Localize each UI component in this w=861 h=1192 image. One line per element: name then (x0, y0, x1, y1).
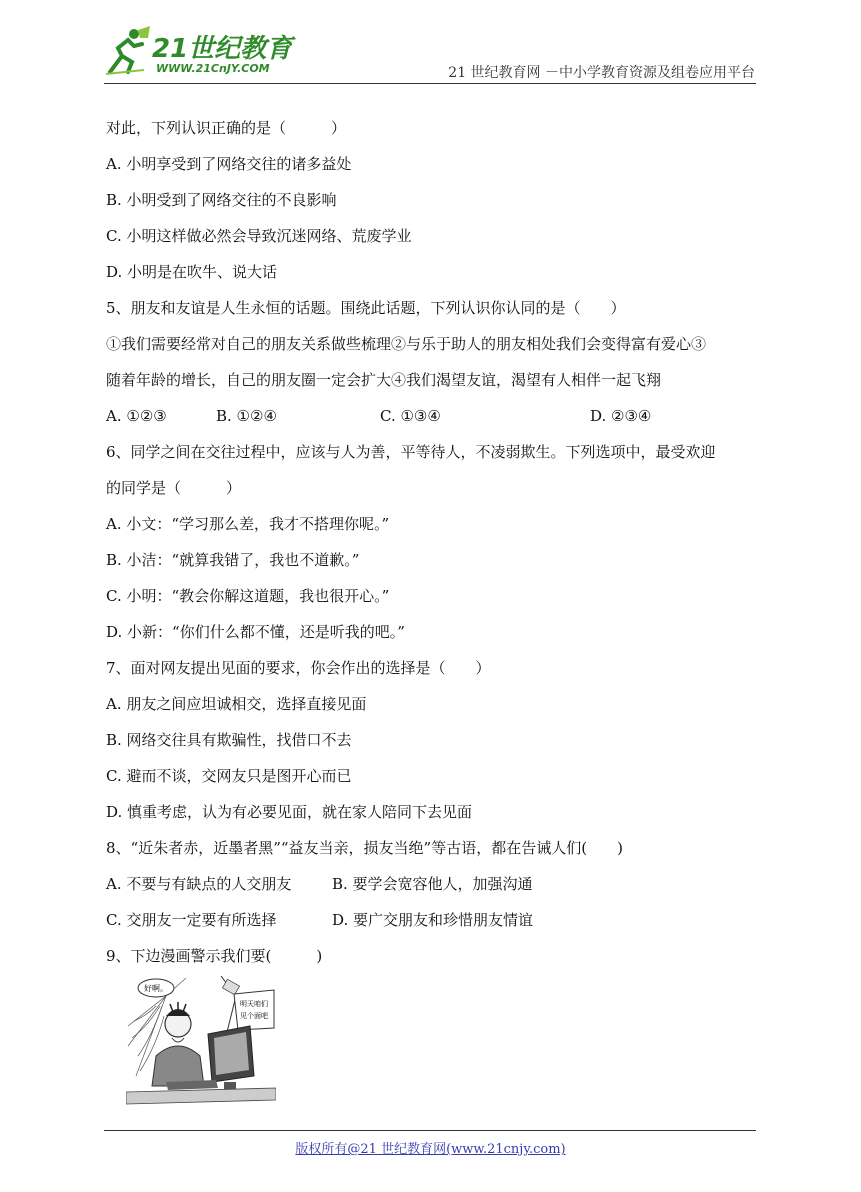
q5-stem: 5、朋友和友谊是人生永恒的话题。围绕此话题，下列认识你认同的是（ ） (106, 299, 626, 317)
q8-option-b: B. 要学会宽容他人，加强沟通 (332, 875, 533, 893)
q6-stem-1: 6、同学之间在交往过程中，应该与人为善，平等待人，不凌弱欺生。下列选项中，最受欢迎 (106, 443, 716, 461)
q7-option-c: C. 避而不谈，交网友只是图开心而已 (106, 767, 352, 785)
q4-option-b: B. 小明受到了网络交往的不良影响 (106, 191, 337, 209)
q4-option-d: D. 小明是在吹牛、说大话 (106, 263, 278, 281)
footer-divider (104, 1130, 756, 1131)
bubble-right-text-1: 明天咱们 (240, 1000, 268, 1008)
bubble-right-text-2: 见个面吧 (240, 1012, 268, 1020)
q4-stem-tail: 对此，下列认识正确的是（ ） (106, 119, 347, 137)
q8-option-a: A. 不要与有缺点的人交朋友 (106, 875, 292, 893)
copyright-link[interactable]: 版权所有@21 世纪教育网(www.21cnjy.com) (295, 1142, 566, 1157)
runner-icon (104, 26, 152, 76)
q5-option-c: C. ①③④ (380, 407, 441, 425)
q9-stem: 9、下边漫画警示我们要( ) (106, 947, 323, 965)
q5-option-b: B. ①②④ (216, 407, 277, 425)
q5-option-d: D. ②③④ (590, 407, 652, 425)
q6-option-b: B. 小洁：“就算我错了，我也不道歉。” (106, 551, 360, 569)
cartoon-image (126, 976, 276, 1106)
q5-option-a: A. ①②③ (106, 407, 167, 425)
q7-option-a: A. 朋友之间应坦诚相交，选择直接见面 (106, 695, 367, 713)
q7-stem: 7、面对网友提出见面的要求，你会作出的选择是（ ） (106, 659, 491, 677)
q5-statements-1: ①我们需要经常对自己的朋友关系做些梳理②与乐于助人的朋友相处我们会变得富有爱心③ (106, 335, 707, 353)
cartoon-illustration (126, 976, 276, 1106)
q8-option-d: D. 要广交朋友和珍惜朋友情谊 (332, 911, 534, 929)
q7-option-b: B. 网络交往具有欺骗性，找借口不去 (106, 731, 352, 749)
site-title: 21 世纪教育网 －中小学教育资源及组卷应用平台 (448, 65, 755, 81)
q7-option-d: D. 慎重考虑，认为有必要见面，就在家人陪同下去见面 (106, 803, 473, 821)
logo-url-text: WWW.21CnJY.COM (156, 62, 270, 75)
site-logo[interactable] (104, 26, 304, 82)
header-divider (104, 83, 756, 84)
page-header (0, 0, 861, 90)
q6-option-a: A. 小文：“学习那么差，我才不搭理你呢。” (106, 515, 390, 533)
q8-option-c: C. 交朋友一定要有所选择 (106, 911, 277, 929)
bubble-left-text: 好啊。 (144, 984, 168, 993)
logo-brand-text: 21世纪教育 (152, 34, 293, 64)
q4-option-c: C. 小明这样做必然会导致沉迷网络、荒废学业 (106, 227, 412, 245)
q6-stem-2: 的同学是（ ） (106, 479, 242, 497)
q5-statements-2: 随着年龄的增长，自己的朋友圈一定会扩大④我们渴望友谊，渴望有人相伴一起飞翔 (106, 371, 662, 389)
q6-option-c: C. 小明：“教会你解这道题，我也很开心。” (106, 587, 390, 605)
q4-option-a: A. 小明享受到了网络交往的诸多益处 (106, 155, 352, 173)
q8-stem: 8、“近朱者赤，近墨者黑”“益友当亲，损友当绝”等古语，都在告诫人们( ) (106, 839, 623, 857)
q6-option-d: D. 小新：“你们什么都不懂，还是听我的吧。” (106, 623, 405, 641)
